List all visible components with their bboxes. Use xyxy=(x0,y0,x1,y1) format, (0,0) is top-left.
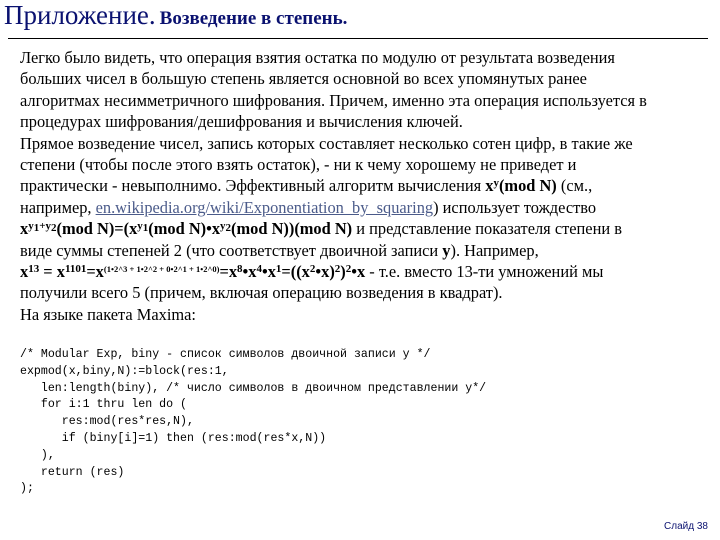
identity-formula: $x^{y_1+y_2}(mod$ $N)=(x^{y_1}(mod$ $N)•x^{y_2}(mod$ N))(mod N) xyxy=(20,219,353,239)
text-fragment: и представление показателя степени в xyxy=(352,219,622,239)
text-fragment: (см., xyxy=(556,176,593,196)
text-line: степени (чтобы после этого взять остаток), - ни к чему хорошему не приведет и xyxy=(20,154,577,174)
slide-title xyxy=(4,0,347,31)
code-line: expmod(x,biny,N):=block(res:1, xyxy=(20,364,229,378)
text-line: больших чисел в большую степень является основной во всех упомянутых ранее xyxy=(20,69,587,89)
code-line: if (biny[i]=1) then (res:mod(res*x,N)) xyxy=(20,431,327,445)
title-divider xyxy=(8,38,708,39)
text-fragment: - т.е. вместо 13-ти умножений мы xyxy=(365,261,604,281)
maxima-intro: На языке пакета Maxima: xyxy=(20,304,196,324)
text-fragment: ) использует тождество xyxy=(433,197,597,217)
text-line xyxy=(20,175,716,196)
slide-number: Слайд 38 xyxy=(664,521,708,532)
identity-formula-line xyxy=(20,218,716,239)
formula-xy-mod-n: $x^y(mod$ N) xyxy=(485,176,557,196)
text-fragment: виде суммы степеней 2 (что соответствует двоичной записи xyxy=(20,240,443,260)
code-line: /* Modular Exp, biny - список символов двоичной записи y */ xyxy=(20,348,431,361)
maxima-code-block xyxy=(20,347,486,498)
code-line: return (res) xyxy=(20,465,125,479)
variable-y: y xyxy=(442,240,451,260)
text-line xyxy=(20,197,716,218)
code-line: for i:1 thru len do ( xyxy=(20,398,187,412)
text-line: алгоритмах несимметричного шифрования. Причем, именно эта операция используется в xyxy=(20,90,647,110)
title-subtitle: Возведение в степень. xyxy=(159,8,348,29)
code-line: res:mod(res*res,N), xyxy=(20,415,194,429)
wikipedia-link[interactable]: en.wikipedia.org/wiki/Exponentiation_by_squaring xyxy=(95,197,434,217)
code-line: ), xyxy=(20,448,55,462)
text-line: Легко было видеть, что операция взятия остатка по модулю от результата возведения xyxy=(20,48,615,67)
text-fragment: например, xyxy=(20,197,96,217)
text-fragment: практически - невыполнимо. Эффективный алгоритм вычисления xyxy=(20,176,486,196)
code-line: ); xyxy=(20,482,34,496)
text-line: Прямое возведение чисел, запись которых составляет несколько сотен цифр, в такие же xyxy=(20,133,633,153)
slide-body xyxy=(20,47,716,325)
text-fragment: ). Например, xyxy=(450,240,539,260)
text-line: процедурах шифрования/дешифрования и вычисления ключей. xyxy=(20,112,463,132)
text-line xyxy=(20,240,716,261)
text-line: получили всего 5 (причем, включая операцию возведения в квадрат). xyxy=(20,283,503,303)
example-formula-line xyxy=(20,261,716,282)
code-line: len:length(biny), /* число символов в двоичном представлении y*/ xyxy=(20,381,487,395)
example-formula: $x^{13}$ = $x^{1101}=x^{(1•2\^{}3 + 1•2\^{}2 + 0•2\^{}1 + 1•2\^{}0)}=x^8•x^4•x^1=((x^2•x)^2)^2•x$ xyxy=(20,261,366,281)
title-main: Приложение. xyxy=(4,0,156,30)
